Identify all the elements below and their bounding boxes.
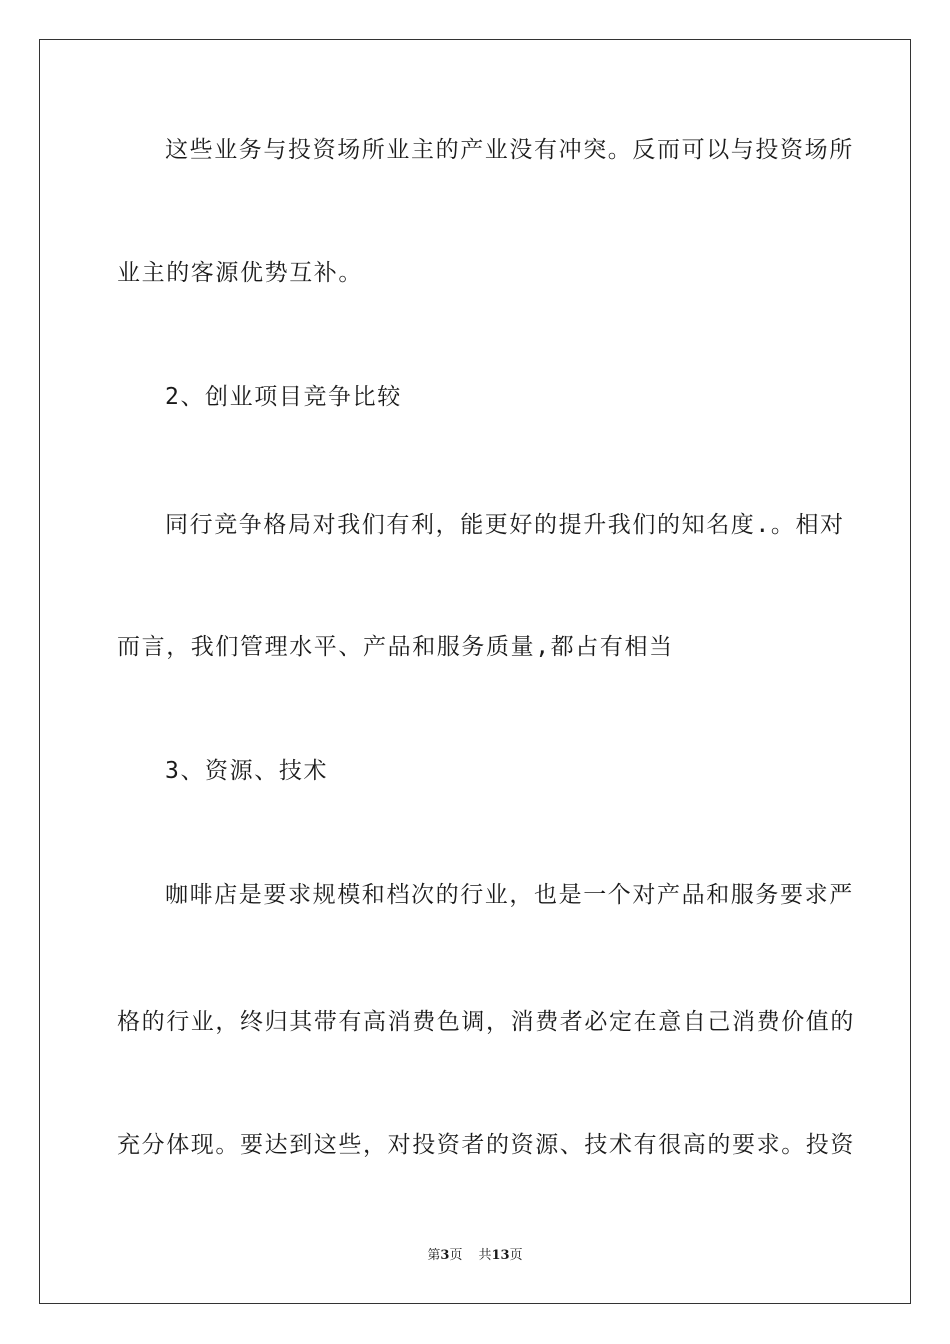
paragraph-line-2: 业主的客源优势互补。 [117,260,363,286]
paragraph-line-3: 同行竞争格局对我们有利，能更好的提升我们的知名度.。相对 [165,512,845,538]
footer-total-suffix: 页 [509,1248,523,1263]
paragraph-line-6: 格的行业，终归其带有高消费色调，消费者必定在意自己消费价值的 [117,1009,855,1035]
footer-total-number: 13 [491,1248,510,1263]
footer-page-suffix: 页 [449,1248,463,1263]
paragraph-line-5: 咖啡店是要求规模和档次的行业，也是一个对产品和服务要求严 [165,882,854,908]
paragraph-line-1: 这些业务与投资场所业主的产业没有冲突。反而可以与投资场所 [165,137,854,163]
section-heading-2: 2、创业项目竞争比较 [165,384,402,410]
page-footer [0,1248,950,1264]
section-heading-3: 3、资源、技术 [165,758,329,784]
footer-page-number: 3 [440,1248,450,1263]
footer-page-prefix: 第 [427,1248,441,1263]
paragraph-line-7: 充分体现。要达到这些，对投资者的资源、技术有很高的要求。投资 [117,1132,855,1158]
footer-total-prefix: 共 [478,1248,492,1263]
page-border [39,39,911,1304]
paragraph-line-4: 而言，我们管理水平、产品和服务质量,都占有相当 [117,634,674,660]
